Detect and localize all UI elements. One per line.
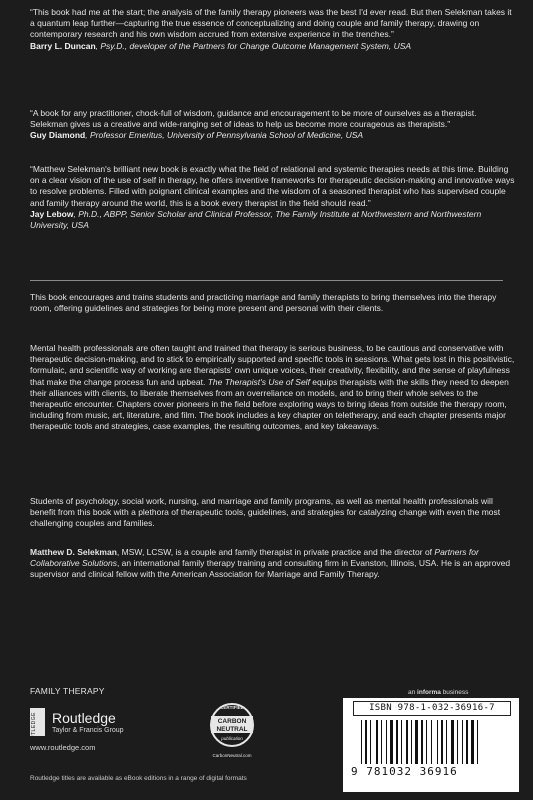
publisher-name: Routledge <box>52 710 116 726</box>
barcode-bar <box>376 720 378 764</box>
barcode-bar <box>390 720 393 764</box>
barcode-bar <box>411 720 412 764</box>
barcode-bar <box>396 720 398 764</box>
barcode-bar <box>466 720 468 764</box>
book-title: The Therapist's Use of Self <box>207 376 310 387</box>
isbn-number: ISBN 978-1-032-36916-7 <box>353 701 511 716</box>
endorser-affiliation: , Psy.D., developer of the Partners for Change Outcome Management System, USA <box>95 40 412 51</box>
barcode-bar <box>471 720 474 764</box>
barcode-bar <box>426 720 427 764</box>
barcode-bar <box>421 720 423 764</box>
barcode-bar <box>451 720 454 764</box>
endorsement-3 <box>30 164 515 231</box>
svg-text:NEUTRAL: NEUTRAL <box>216 726 248 733</box>
publisher-url[interactable]: www.routledge.com <box>30 743 96 752</box>
barcode-bars <box>361 720 511 764</box>
barcode-bar <box>431 720 432 764</box>
barcode-digits: 9 781032 36916 <box>351 765 458 778</box>
endorsement-1 <box>30 7 515 52</box>
routledge-mark-icon: ROUTLEDGE <box>30 708 45 736</box>
endorsement-quote: “This book had me at the start; the analysis of the family therapy pioneers was the best I'd ever read. But then Selekman takes it a quantum leap further—capturing the true essence of conceptualizing and doing couple and family therapy, drawing on contemporary research and his own wisdom accrued from extensive experience in the trenches.” <box>30 7 512 40</box>
barcode-bar <box>441 720 443 764</box>
carbon-neutral-badge <box>205 697 260 763</box>
svg-text:CARBON: CARBON <box>217 718 247 725</box>
barcode-bar <box>437 720 438 764</box>
description-paragraph-2: Mental health professionals are often taught and trained that therapy is serious business, to be cautious and conservative with therapeutic decision-making, and to stick to empirically supported and specific tools in sessions. What gets lost in this positivistic, formulaic, and scientific way of working are therapists' own unique voices, their creativity, flexibility, and the sense of playfulness that make the change process fun and upbeat. The Therapist's Use of Self equips therapists with the skills they need to deepen their alliances with clients, to liberate themselves from an overreliance on models, and to bring their whole selves to the therapeutic encounter. Chapters cover pioneers in the field before exploring ways to bring ideas from outside the therapy room, including from music, art, literature, and film. The book includes a key chapter on teletherapy, and each chapter presents major therapeutic tools and strategies, case examples, the resulting outcomes, and key takeaways. <box>30 343 515 432</box>
description-paragraph-3: Students of psychology, social work, nursing, and marriage and family programs, as well as mental health professionals will benefit from this book with a plethora of therapeutic tools, guidelines, and strategies for catalyzing change with even the most challenging couples and families. <box>30 496 501 529</box>
barcode-bar <box>477 720 478 764</box>
author-organization: Partners for Collaborative Solutions <box>30 547 479 569</box>
author-bio: Matthew D. Selekman, MSW, LCSW, is a couple and family therapist in private practice and the director of Partners for Collaborative Solutions, an international family therapy training and consulting firm in Evanston, Illinois, USA. He is an approved supervisor and clinical fellow with the American Association for Marriage and Family Therapy. <box>30 547 511 580</box>
endorser-name: Barry L. Duncan <box>30 40 96 51</box>
informa-label: an informa business <box>408 689 469 696</box>
endorser-affiliation: , Ph.D., ABPP, Senior Scholar and Clinical Professor, The Family Institute at Northwestern and Northwestern University, USA <box>30 208 482 231</box>
barcode-bar <box>415 720 418 764</box>
barcode-bar <box>462 720 463 764</box>
carbon-neutral-icon <box>205 697 260 763</box>
barcode-bar <box>381 720 382 764</box>
publisher-group: Taylor & Francis Group <box>52 727 124 734</box>
svg-text:CarbonNeutral.com: CarbonNeutral.com <box>212 753 252 758</box>
svg-text:CERTIFIED: CERTIFIED <box>220 705 244 710</box>
barcode-bar <box>370 720 371 764</box>
barcode-bar <box>401 720 402 764</box>
author-name: Matthew D. Selekman <box>30 547 117 557</box>
description-paragraph-1: This book encourages and trains students and practicing marriage and family therapists to bring themselves into the therapy room, offering guidelines and strategies for being more present and personal with their clients. <box>30 292 497 314</box>
svg-text:publication: publication <box>221 736 243 741</box>
divider <box>30 280 503 281</box>
ebook-note: Routledge titles are available as eBook editions in a range of digital formats <box>30 775 247 782</box>
barcode-bar <box>446 720 447 764</box>
barcode-bar <box>457 720 458 764</box>
series-label: FAMILY THERAPY <box>30 686 105 696</box>
barcode-bar <box>365 720 367 764</box>
endorser-name: Jay Lebow <box>30 208 74 219</box>
barcode-bar <box>361 720 362 764</box>
endorser-affiliation: , Professor Emeritus, University of Pennsylvania School of Medicine, USA <box>85 130 364 141</box>
endorsement-2 <box>30 108 515 142</box>
endorser-name: Guy Diamond <box>30 130 86 141</box>
endorsement-quote: “A book for any practitioner, chock-full of wisdom, guidance and encouragement to be more of ourselves as a therapist. Selekman gives us a creative and wide-ranging set of ideas to help us become more courageous as therapists.” <box>30 108 477 130</box>
barcode-bar <box>406 720 408 764</box>
endorsement-quote: “Matthew Selekman's brilliant new book is exactly what the field of relational and systemic therapies needs at this time. Building on a clear vision of the use of self in therapy, he offers inventive frameworks for therapeutic decision-making and innovative ways to resolve problems. Filled with poignant clinical examples and the wisdom of a seasoned therapist who has supervised couple and family therapy around the world, this is a book every therapist in the field should read.” <box>30 164 515 208</box>
isbn-barcode <box>343 698 519 792</box>
barcode-bar <box>386 720 387 764</box>
